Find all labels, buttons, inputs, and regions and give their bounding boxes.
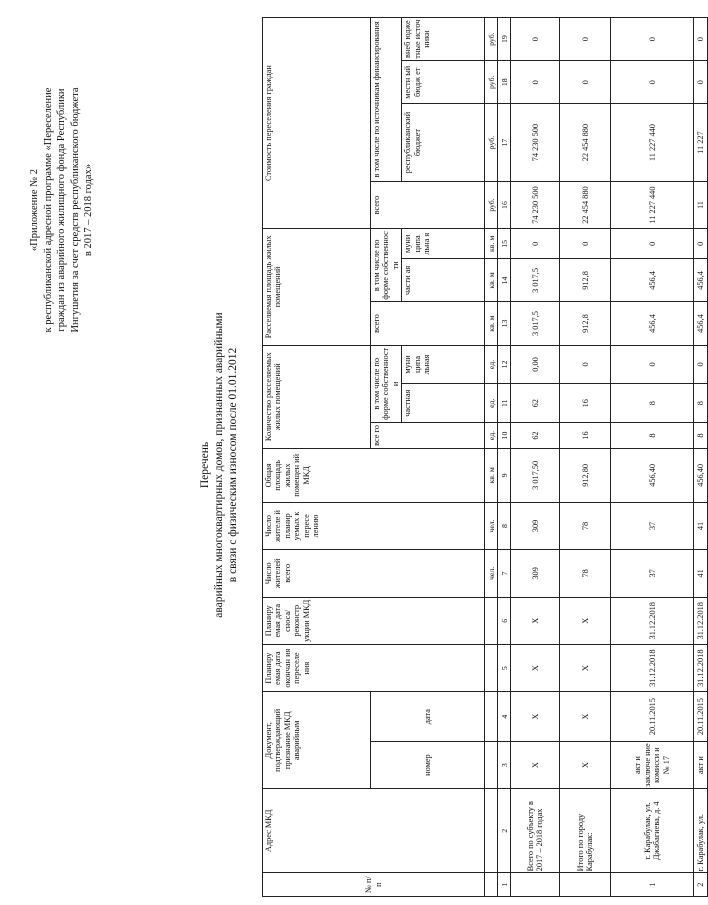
cell: 74 230 500 bbox=[511, 104, 560, 182]
header-address: Адрес МКД bbox=[263, 789, 485, 873]
col-number: 16 bbox=[498, 181, 511, 228]
header-area-municipal: муни ципа льна я bbox=[402, 229, 485, 259]
unit-cell: руб. bbox=[485, 61, 498, 104]
cell: 62 bbox=[511, 423, 560, 449]
units-row bbox=[485, 18, 498, 897]
cell: 456,4 bbox=[694, 302, 708, 345]
col-number: 12 bbox=[498, 345, 511, 384]
header-doc-number: номер bbox=[371, 741, 485, 788]
header-area-total-sub: всего bbox=[371, 302, 485, 345]
cell: 0 bbox=[694, 229, 708, 259]
cell: 0 bbox=[511, 18, 560, 61]
cell: 11 bbox=[694, 181, 708, 228]
appendix-line-4: Ингушетия за счет средств республиканского бюджета bbox=[69, 87, 81, 333]
col-number: 19 bbox=[498, 18, 511, 61]
cell: 0 bbox=[611, 18, 694, 61]
unit-cell: кв. м bbox=[485, 229, 498, 259]
cell: акт и bbox=[694, 741, 708, 788]
table-row bbox=[511, 18, 560, 897]
cell: 0 bbox=[694, 18, 708, 61]
cell: 37 bbox=[611, 502, 694, 549]
cell: 11 227 440 bbox=[611, 104, 694, 182]
row-num: 1 bbox=[611, 873, 694, 897]
cell: 8 bbox=[611, 423, 694, 449]
header-rooms-private: частная bbox=[402, 384, 485, 423]
cell: 0 bbox=[611, 229, 694, 259]
cell: 309 bbox=[511, 502, 560, 549]
cell: 0 bbox=[511, 61, 560, 104]
unit-cell: чел. bbox=[485, 550, 498, 597]
unit-cell: ед. bbox=[485, 345, 498, 384]
row-num: 2 bbox=[694, 873, 708, 897]
cell: 0 bbox=[511, 229, 560, 259]
column-numbers-row bbox=[498, 18, 511, 897]
cell: 31.12.2018 bbox=[694, 644, 708, 691]
title-line-3: в связи с физическим износом после 01.01.2012 bbox=[227, 347, 239, 583]
appendix-line-3: граждан из аварийного жилищного фонда Республики bbox=[56, 88, 67, 332]
col-number: 7 bbox=[498, 550, 511, 597]
header-area-private: части ая bbox=[402, 259, 485, 302]
unit-cell: ед. bbox=[485, 423, 498, 449]
cell: 0 bbox=[694, 61, 708, 104]
cell: 3 017,5 bbox=[511, 259, 560, 302]
col-number: 9 bbox=[498, 448, 511, 502]
unit-cell: руб. bbox=[485, 18, 498, 61]
cell: 456,40 bbox=[694, 448, 708, 502]
cell: 8 bbox=[611, 384, 694, 423]
cell: 20.11.2015 bbox=[694, 692, 708, 742]
appendix-line-5: в 2017 – 2018 годах» bbox=[83, 163, 94, 257]
cell: 0 bbox=[611, 61, 694, 104]
title-line-1: Перечень bbox=[199, 441, 211, 489]
col-number: 18 bbox=[498, 61, 511, 104]
row-address: г. Карабулак, ул. Джабагиева, д. 4 bbox=[611, 789, 694, 873]
header-rooms-group: Количество расселяемых жилых помещений bbox=[263, 345, 371, 448]
cell: 912,8 bbox=[560, 259, 611, 302]
cell: 22 454 880 bbox=[560, 181, 611, 228]
cell: 456,4 bbox=[694, 259, 708, 302]
unit-cell: кв. м bbox=[485, 302, 498, 345]
unit-cell: чел. bbox=[485, 502, 498, 549]
row-address: Итого по городу Карабулак: bbox=[560, 789, 611, 873]
row-num bbox=[560, 873, 611, 897]
cell: 74 230 500 bbox=[511, 181, 560, 228]
cell: 456,40 bbox=[611, 448, 694, 502]
cell: 78 bbox=[560, 502, 611, 549]
appendix-header bbox=[28, 25, 96, 395]
cell: 0 bbox=[694, 345, 708, 384]
cell: 16 bbox=[560, 384, 611, 423]
cell: 78 bbox=[560, 550, 611, 597]
unit-cell bbox=[485, 873, 498, 897]
unit-cell bbox=[485, 597, 498, 644]
cell: 0 bbox=[560, 18, 611, 61]
col-number: 5 bbox=[498, 644, 511, 691]
cell: 0,00 bbox=[511, 345, 560, 384]
cell: Х bbox=[560, 644, 611, 691]
cell: Х bbox=[511, 741, 560, 788]
unit-cell: руб. bbox=[485, 181, 498, 228]
cell: 11 227 440 bbox=[611, 181, 694, 228]
cell: 37 bbox=[611, 550, 694, 597]
cell: Х bbox=[511, 692, 560, 742]
cell: 912,80 bbox=[560, 448, 611, 502]
header-area-ownership: в том числе по форме собственнос ти bbox=[371, 229, 402, 302]
document-title bbox=[198, 185, 240, 745]
cell: Х bbox=[511, 644, 560, 691]
cell: 8 bbox=[694, 423, 708, 449]
cell: 41 bbox=[694, 502, 708, 549]
header-residents-total: Число жителей всего bbox=[263, 550, 485, 597]
cell: 8 bbox=[694, 384, 708, 423]
cell: 912,8 bbox=[560, 302, 611, 345]
cell: Х bbox=[560, 692, 611, 742]
unit-cell: кв. м bbox=[485, 448, 498, 502]
col-number: 11 bbox=[498, 384, 511, 423]
col-number: 13 bbox=[498, 302, 511, 345]
appendix-line-2: к республиканской адресной программе «Переселение bbox=[42, 87, 54, 333]
header-residents-planned: Число жителе й планир уемых к пересе лению bbox=[263, 502, 485, 549]
header-extra-budget: внеб юдже тные источ ники bbox=[402, 18, 485, 61]
header-doc-date: дата bbox=[371, 692, 485, 742]
cell: 31.12.2018 bbox=[694, 597, 708, 644]
header-rooms-total: все го bbox=[371, 423, 485, 449]
header-planned-end: Планиру емая дата окончан ия переселе ния bbox=[263, 644, 485, 691]
unit-cell: ед. bbox=[485, 384, 498, 423]
header-rooms-municipal: муни ципа льная bbox=[402, 345, 485, 384]
col-number: 6 bbox=[498, 597, 511, 644]
unit-cell: руб. bbox=[485, 104, 498, 182]
unit-cell: кв. м bbox=[485, 259, 498, 302]
table-row bbox=[694, 18, 708, 897]
unit-cell bbox=[485, 644, 498, 691]
col-number: 3 bbox=[498, 741, 511, 788]
col-number: 2 bbox=[498, 789, 511, 873]
header-planned-demolish: Планиру емая дата сноса/ реконстр укции МКД bbox=[263, 597, 485, 644]
cell: 31.12.2018 bbox=[611, 597, 694, 644]
cell: 0 bbox=[560, 229, 611, 259]
table-row bbox=[560, 18, 611, 897]
cell: 22 454 880 bbox=[560, 104, 611, 182]
row-address: г. Карабулак, ул. bbox=[694, 789, 708, 873]
title-line-2: аварийных многоквартирных домов, признанных аварийными bbox=[213, 312, 225, 618]
cell: 20.11.2015 bbox=[611, 692, 694, 742]
col-number: 4 bbox=[498, 692, 511, 742]
header-cost-total: всего bbox=[371, 181, 485, 228]
cell: 41 bbox=[694, 550, 708, 597]
table-row bbox=[611, 18, 694, 897]
cell: 0 bbox=[560, 61, 611, 104]
cell: 3 017,50 bbox=[511, 448, 560, 502]
unit-cell bbox=[485, 789, 498, 873]
header-rep-budget: республиканский бюджет bbox=[402, 104, 485, 182]
cell: 16 bbox=[560, 423, 611, 449]
register-table bbox=[262, 17, 708, 897]
cell: 456,4 bbox=[611, 302, 694, 345]
cell: 456,4 bbox=[611, 259, 694, 302]
header-rooms-ownership: в том числе по форме собственност и bbox=[371, 345, 402, 423]
row-address: Всего по субъекту в 2017 – 2018 годах bbox=[511, 789, 560, 873]
cell: 0 bbox=[611, 345, 694, 384]
col-number: 1 bbox=[498, 873, 511, 897]
unit-cell bbox=[485, 692, 498, 742]
col-number: 15 bbox=[498, 229, 511, 259]
cell: 309 bbox=[511, 550, 560, 597]
header-area-group: Расселяемая площадь жилых помещений bbox=[263, 229, 371, 345]
cell: Х bbox=[560, 597, 611, 644]
cell: Х bbox=[560, 741, 611, 788]
header-num: № п/ п bbox=[263, 873, 485, 897]
cell: Х bbox=[511, 597, 560, 644]
col-number: 17 bbox=[498, 104, 511, 182]
col-number: 10 bbox=[498, 423, 511, 449]
cell: 31.12.2018 bbox=[611, 644, 694, 691]
header-document: Документ, подтверждающий признание МКД аварийным bbox=[263, 692, 371, 789]
header-area-total: Общая площадь жилых помещен ий МКД bbox=[263, 448, 485, 502]
header-local-budget: местн ый бюдж ет bbox=[402, 61, 485, 104]
cell: 11 227 bbox=[694, 104, 708, 182]
cell: 62 bbox=[511, 384, 560, 423]
appendix-line-1: «Приложение № 2 bbox=[29, 168, 40, 252]
cell: 0 bbox=[560, 345, 611, 384]
cell: акт и заключе ние комисси и № 17 bbox=[611, 741, 694, 788]
cell: 3 017,5 bbox=[511, 302, 560, 345]
header-cost-group: Стоимость переселения граждан bbox=[263, 18, 371, 229]
col-number: 14 bbox=[498, 259, 511, 302]
unit-cell bbox=[485, 741, 498, 788]
row-num bbox=[511, 873, 560, 897]
col-number: 8 bbox=[498, 502, 511, 549]
header-cost-funding: в том числе по источникам финансирования bbox=[371, 18, 402, 182]
